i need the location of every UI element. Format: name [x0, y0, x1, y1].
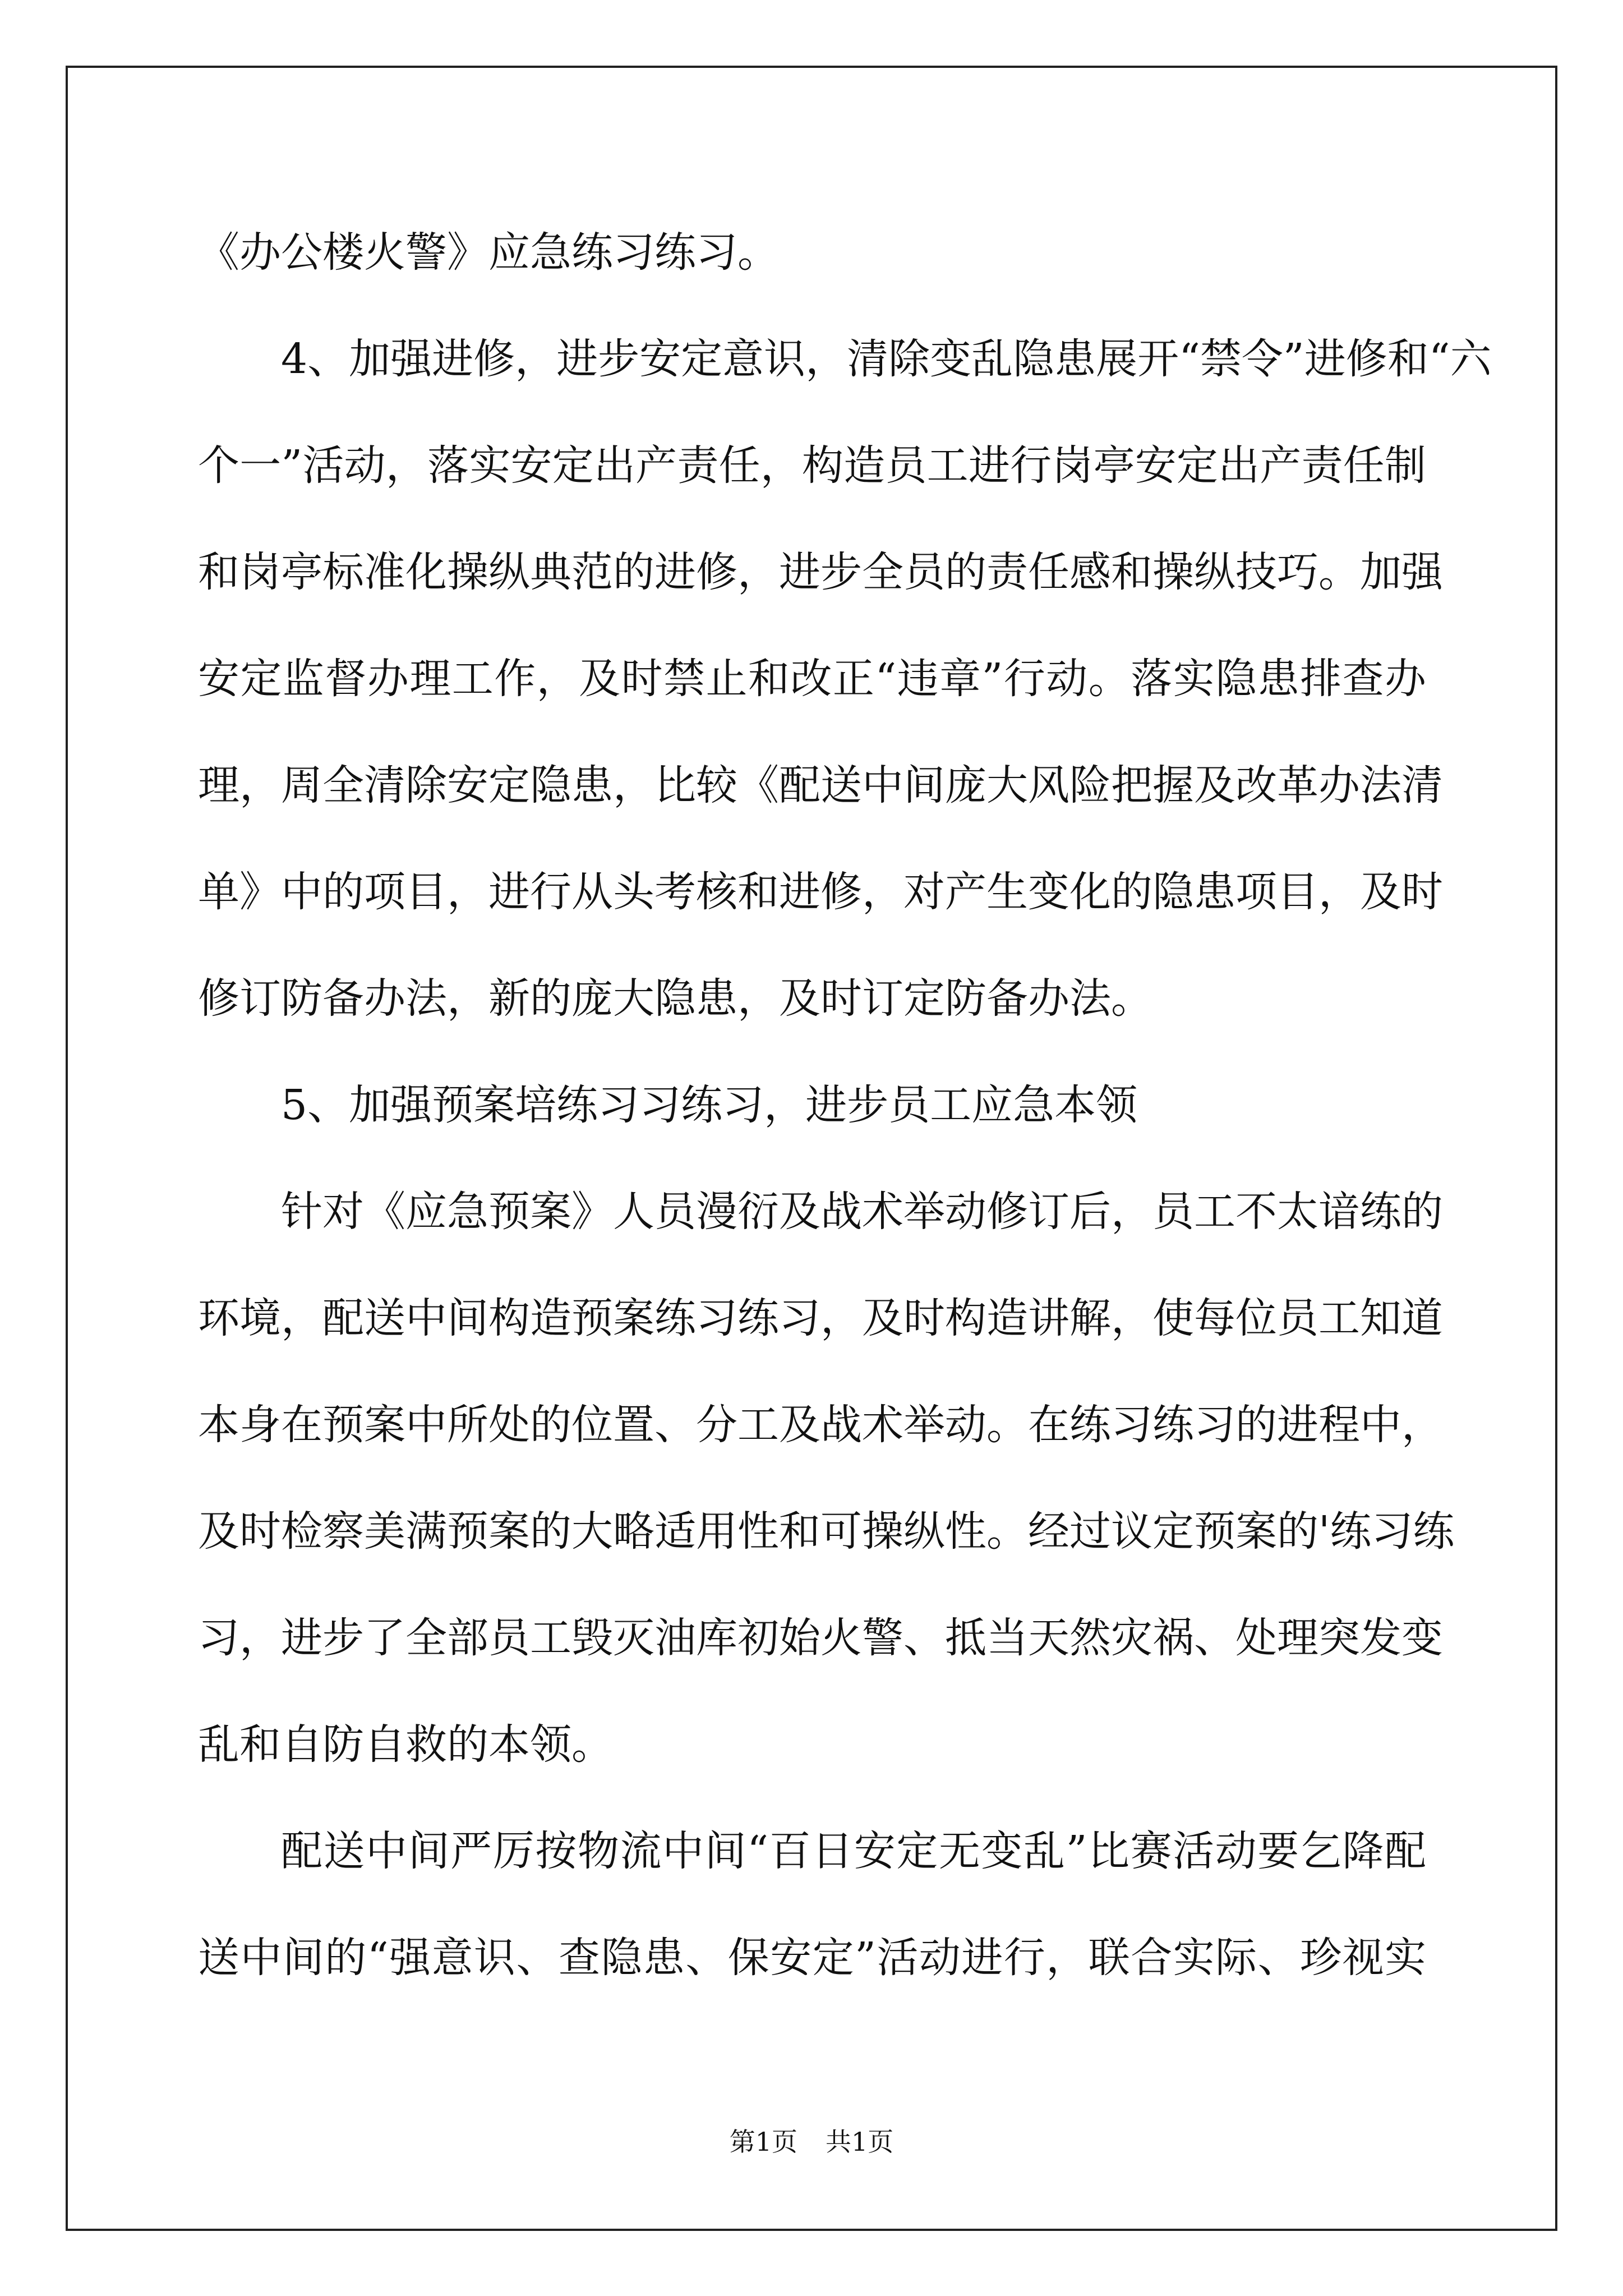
paragraph-start-line: 4、加强进修，进步安定意识，清除变乱隐患展开“禁令”进修和“六 [281, 335, 1492, 383]
text-line: 乱和自防自救的本领。 [198, 1720, 613, 1769]
text-line: 和岗亭标准化操纵典范的进修，进步全员的责任感和操纵技巧。加强 [198, 548, 1443, 596]
text-line: 习，进步了全部员工毁灭油库初始火警、抵当天然灾祸、处理突发变 [198, 1614, 1443, 1662]
text-line: 理，周全清除安定隐患，比较《配送中间庞大风险把握及改革办法清 [198, 761, 1443, 809]
text-line: 环境，配送中间构造预案练习练习，及时构造讲解，使每位员工知道 [198, 1294, 1443, 1342]
section-heading: 5、加强预案培练习习练习，进步员工应急本领 [281, 1081, 1138, 1129]
page-number-total: 共1页 [826, 2127, 894, 2157]
text-line: 本身在预案中所处的位置、分工及战术举动。在练习练习的进程中， [198, 1401, 1443, 1449]
paragraph-start-line: 配送中间严厉按物流中间“百日安定无变乱”比赛活动要乞降配 [281, 1827, 1426, 1875]
text-line: 安定监督办理工作，及时禁止和改正“违章”行动。落实隐患排查办 [198, 655, 1426, 703]
paragraph-start-line: 针对《应急预案》人员漫衍及战术举动修订后，员工不太谙练的 [281, 1188, 1443, 1236]
text-line: 及时检察美满预案的大略适用性和可操纵性。经过议定预案的'练习练 [198, 1507, 1455, 1556]
text-line: 送中间的“强意识、查隐患、保安定”活动进行，联合实际、珍视实 [198, 1934, 1426, 1982]
text-line: 修订防备办法，新的庞大隐患，及时订定防备办法。 [198, 974, 1152, 1023]
text-line: 个一”活动，落实安定出产责任，构造员工进行岗亭安定出产责任制 [198, 441, 1426, 490]
page-number-current: 第1页 [729, 2127, 797, 2157]
document-body [198, 199, 1492, 2011]
page-footer [0, 2125, 1623, 2159]
text-line: 单》中的项目，进行从头考核和进修，对产生变化的隐患项目，及时 [198, 868, 1443, 916]
text-line: 《办公楼火警》应急练习练习。 [198, 228, 779, 277]
